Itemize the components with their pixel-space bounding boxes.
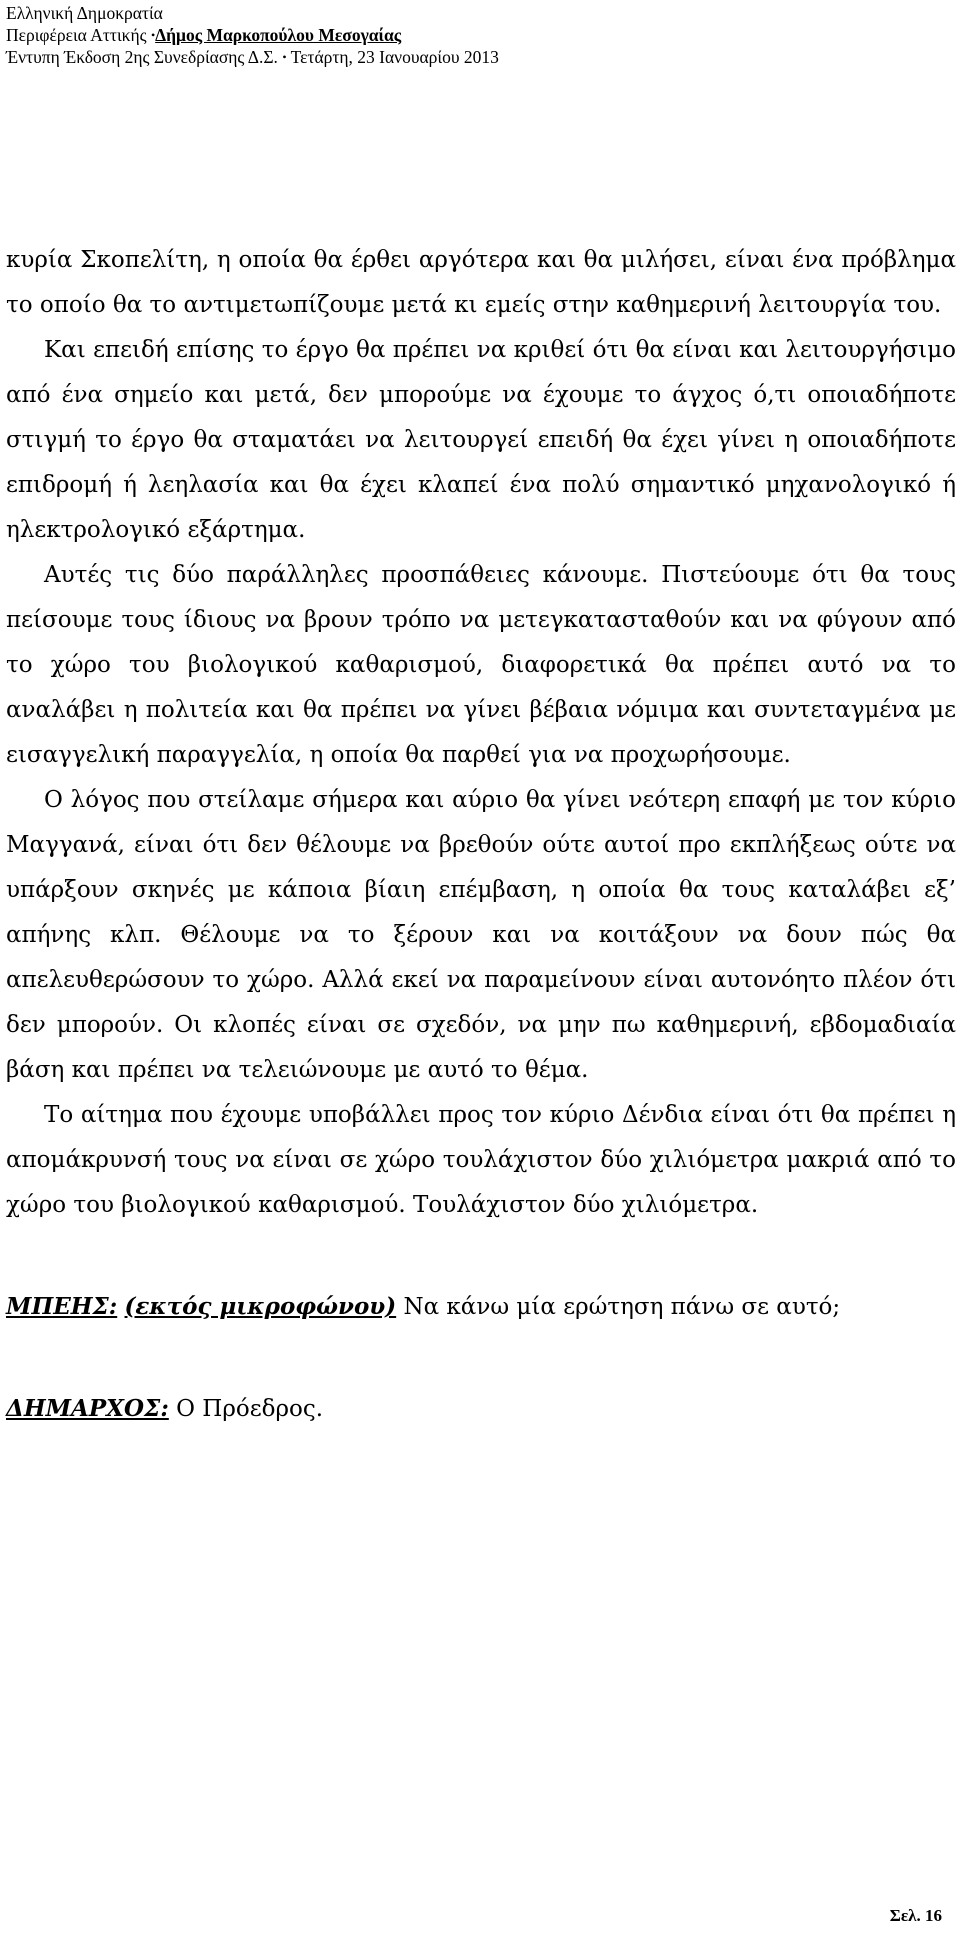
header-region-line	[6, 24, 499, 46]
speaker-text: Ο Πρόεδρος.	[176, 1396, 324, 1422]
speaker-text: Να κάνω μία ερώτηση πάνω σε αυτό;	[403, 1294, 841, 1320]
header-municipality: Δήμος Μαρκοπούλου Μεσογαίας	[155, 25, 402, 45]
speaker-turn	[6, 1284, 956, 1330]
paragraph: Το αίτημα που έχουμε υποβάλλει προς τον κύριο Δένδια είναι ότι θα πρέπει η απομάκρυνσή τους να είναι σε χώρο τουλάχιστον δύο χιλιόμετρα μακριά από το χώρο του βιολογικού καθαρισμού. Τουλάχιστον δύο χιλιόμετρα.	[6, 1102, 956, 1218]
bullet-separator: •	[150, 28, 156, 42]
paragraph: Ο λόγος που στείλαμε σήμερα και αύριο θα γίνει νεότερη επαφή με τον κύριο Μαγγανά, είναι ότι δεν θέλουμε να βρεθούν ούτε αυτοί προ εκπλήξεως ούτε να υπάρξουν σκηνές με κάποια βίαιη επέμβαση, η οποία θα τους καταλάβει εξ’ απήνης κλπ. Θέλουμε να το ξέρουν και να κοιτάξουν να δουν πώς θα απελευθερώσουν το χώρο. Αλλά εκεί να παραμείνουν είναι αυτονόητο πλέον ότι δεν μπορούν. Οι κλοπές είναι σε σχεδόν, να μην πω καθημερινή, εβδομαδιαία βάση και πρέπει να τελειώνουμε με αυτό το θέμα.	[6, 787, 956, 1083]
paragraph: Και επειδή επίσης το έργο θα πρέπει να κριθεί ότι θα είναι και λειτουργήσιμο από ένα σημείο και μετά, δεν μπορούμε να έχουμε το άγχος ό,τι οποιαδήποτε στιγμή το έργο θα σταματάει να λειτουργεί επειδή θα έχει γίνει η οποιαδήποτε επιδρομή ή λεηλασία και θα έχει κλαπεί ένα πολύ σημαντικό μηχανολογικό ή ηλεκτρολογικό εξάρτημα.	[6, 337, 956, 543]
header-region: Περιφέρεια Αττικής	[6, 25, 147, 45]
paragraph: Αυτές τις δύο παράλληλες προσπάθειες κάνουμε. Πιστεύουμε ότι θα τους πείσουμε τους ίδιους να βρουν τρόπο να μετεγκατασταθούν και να φύγουν από το χώρο του βιολογικού καθαρισμού, διαφορετικά θα πρέπει αυτό να το αναλάβει η πολιτεία και θα πρέπει να γίνει βέβαια νόμιμα και συντεταγμένα με εισαγγελική παραγγελία, η οποία θα παρθεί για να προχωρήσουμε.	[6, 562, 956, 768]
speaker-name: ΔΗΜΑΡΧΟΣ:	[6, 1395, 169, 1422]
bullet-separator: •	[282, 50, 287, 64]
header-date: Τετάρτη, 23 Ιανουαρίου 2013	[290, 47, 499, 67]
header-edition-line	[6, 46, 499, 68]
minutes-body	[6, 238, 956, 1432]
header-edition: Έντυπη Έκδοση 2ης Συνεδρίασης Δ.Σ.	[6, 47, 278, 67]
speaker-note: (εκτός μικροφώνου)	[124, 1293, 397, 1320]
speaker-name: ΜΠΕΗΣ:	[6, 1293, 118, 1320]
paragraph: κυρία Σκοπελίτη, η οποία θα έρθει αργότερα και θα μιλήσει, είναι ένα πρόβλημα το οποίο θα το αντιμετωπίζουμε μετά κι εμείς στην καθημερινή λειτουργία του.	[6, 247, 956, 318]
page-number: Σελ. 16	[889, 1906, 942, 1925]
header-state: Ελληνική Δημοκρατία	[6, 3, 163, 23]
document-header	[6, 2, 499, 68]
speaker-turn	[6, 1386, 956, 1432]
